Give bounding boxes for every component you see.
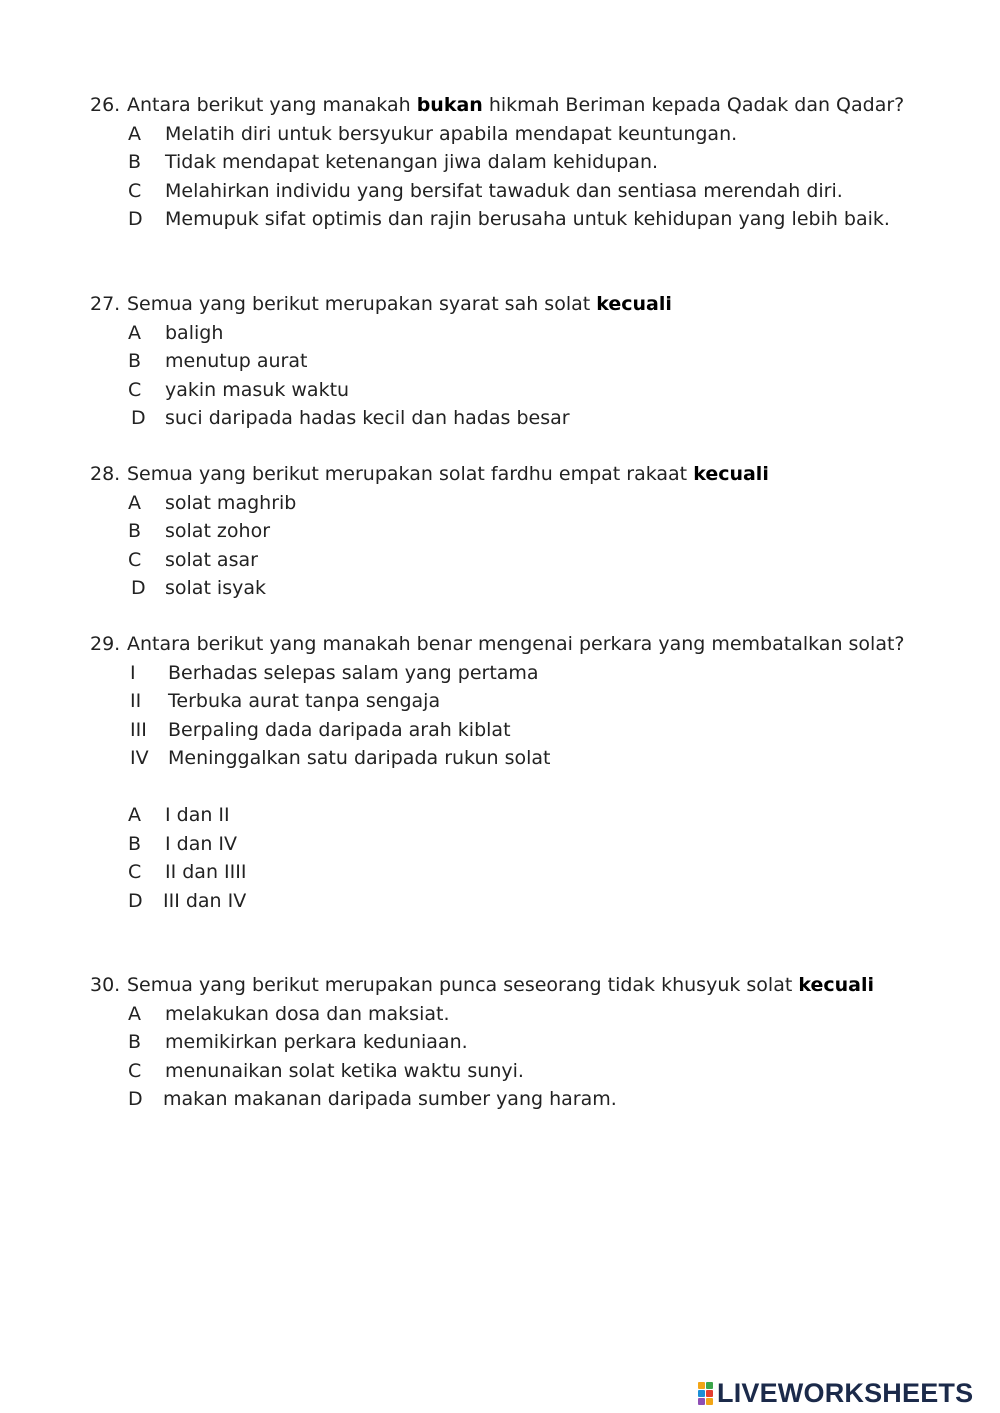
statement-item: I Berhadas selepas salam yang pertama xyxy=(130,661,539,684)
answer-options xyxy=(127,1000,912,1114)
question-emphasis: bukan xyxy=(416,94,483,116)
answer-option-a[interactable]: A Melatih diri untuk bersyukur apabila mendapat keuntungan. xyxy=(128,122,738,145)
liveworksheets-logo-icon xyxy=(698,1382,713,1405)
answer-option-b[interactable]: B I dan IV xyxy=(128,832,238,855)
answer-options xyxy=(127,489,912,603)
answer-option-c[interactable]: C Melahirkan individu yang bersifat tawaduk dan sentiasa merendah diri. xyxy=(128,179,843,202)
answer-option-a[interactable]: A solat maghrib xyxy=(128,491,297,514)
question-emphasis: kecuali xyxy=(798,974,875,996)
question-number: 29. xyxy=(90,633,121,655)
question-30 xyxy=(90,971,912,1114)
answer-option-b[interactable]: B memikirkan perkara keduniaan. xyxy=(128,1031,468,1053)
answer-option-c[interactable]: C II dan IIII xyxy=(128,861,247,883)
answer-options xyxy=(127,801,912,915)
question-emphasis: kecuali xyxy=(596,293,672,315)
question-number: 27. xyxy=(90,293,121,315)
question-emphasis: kecuali xyxy=(693,463,769,485)
question-26 xyxy=(90,91,912,234)
answer-option-d[interactable]: D Memupuk sifat optimis dan rajin berusaha untuk kehidupan yang lebih baik. xyxy=(128,208,890,230)
question-number: 28. xyxy=(90,463,121,485)
answer-options xyxy=(127,319,912,433)
answer-option-a[interactable]: A melakukan dosa dan maksiat. xyxy=(128,1002,450,1025)
answer-option-c[interactable]: C solat asar xyxy=(128,548,258,571)
question-text: Semua yang berikut merupakan syarat sah solat kecuali xyxy=(127,293,672,315)
liveworksheets-logo[interactable] xyxy=(698,1378,973,1408)
question-text: Semua yang berikut merupakan solat fardhu empat rakaat kecuali xyxy=(127,463,769,485)
question-29 xyxy=(90,630,912,915)
answer-options xyxy=(127,120,912,234)
question-text: Antara berikut yang manakah bukan hikmah Beriman kepada Qadak dan Qadar? xyxy=(127,94,905,116)
answer-option-b[interactable]: B Tidak mendapat ketenangan jiwa dalam kehidupan. xyxy=(128,151,659,173)
answer-option-a[interactable]: A baligh xyxy=(128,321,224,344)
question-27 xyxy=(90,290,912,433)
answer-option-c[interactable]: C yakin masuk waktu xyxy=(128,378,350,401)
statement-item: IV Meninggalkan satu daripada rukun solat xyxy=(130,747,551,769)
answer-option-d[interactable]: D III dan IV xyxy=(128,889,247,912)
question-number: 30. xyxy=(90,974,121,996)
answer-option-c[interactable]: C menunaikan solat ketika waktu sunyi. xyxy=(128,1059,524,1082)
answer-option-d[interactable]: D suci daripada hadas kecil dan hadas besar xyxy=(131,407,570,429)
question-number: 26. xyxy=(90,94,121,116)
answer-option-b[interactable]: B solat zohor xyxy=(128,520,271,542)
question-28 xyxy=(90,460,912,603)
question-text: Semua yang berikut merupakan punca seseorang tidak khusyuk solat kecuali xyxy=(127,974,875,996)
statement-list xyxy=(127,659,912,802)
answer-option-d[interactable]: D solat isyak xyxy=(131,577,267,599)
answer-option-d[interactable]: D makan makanan daripada sumber yang haram. xyxy=(128,1088,617,1110)
question-text: Antara berikut yang manakah benar mengenai perkara yang membatalkan solat? xyxy=(127,633,905,655)
logo-wordmark: LIVEWORKSHEETS xyxy=(717,1377,974,1408)
answer-option-a[interactable]: A I dan II xyxy=(128,804,230,826)
statement-item: III Berpaling dada daripada arah kiblat xyxy=(130,718,511,741)
statement-item: II Terbuka aurat tanpa sengaja xyxy=(130,690,441,712)
answer-option-b[interactable]: B menutup aurat xyxy=(128,350,308,372)
